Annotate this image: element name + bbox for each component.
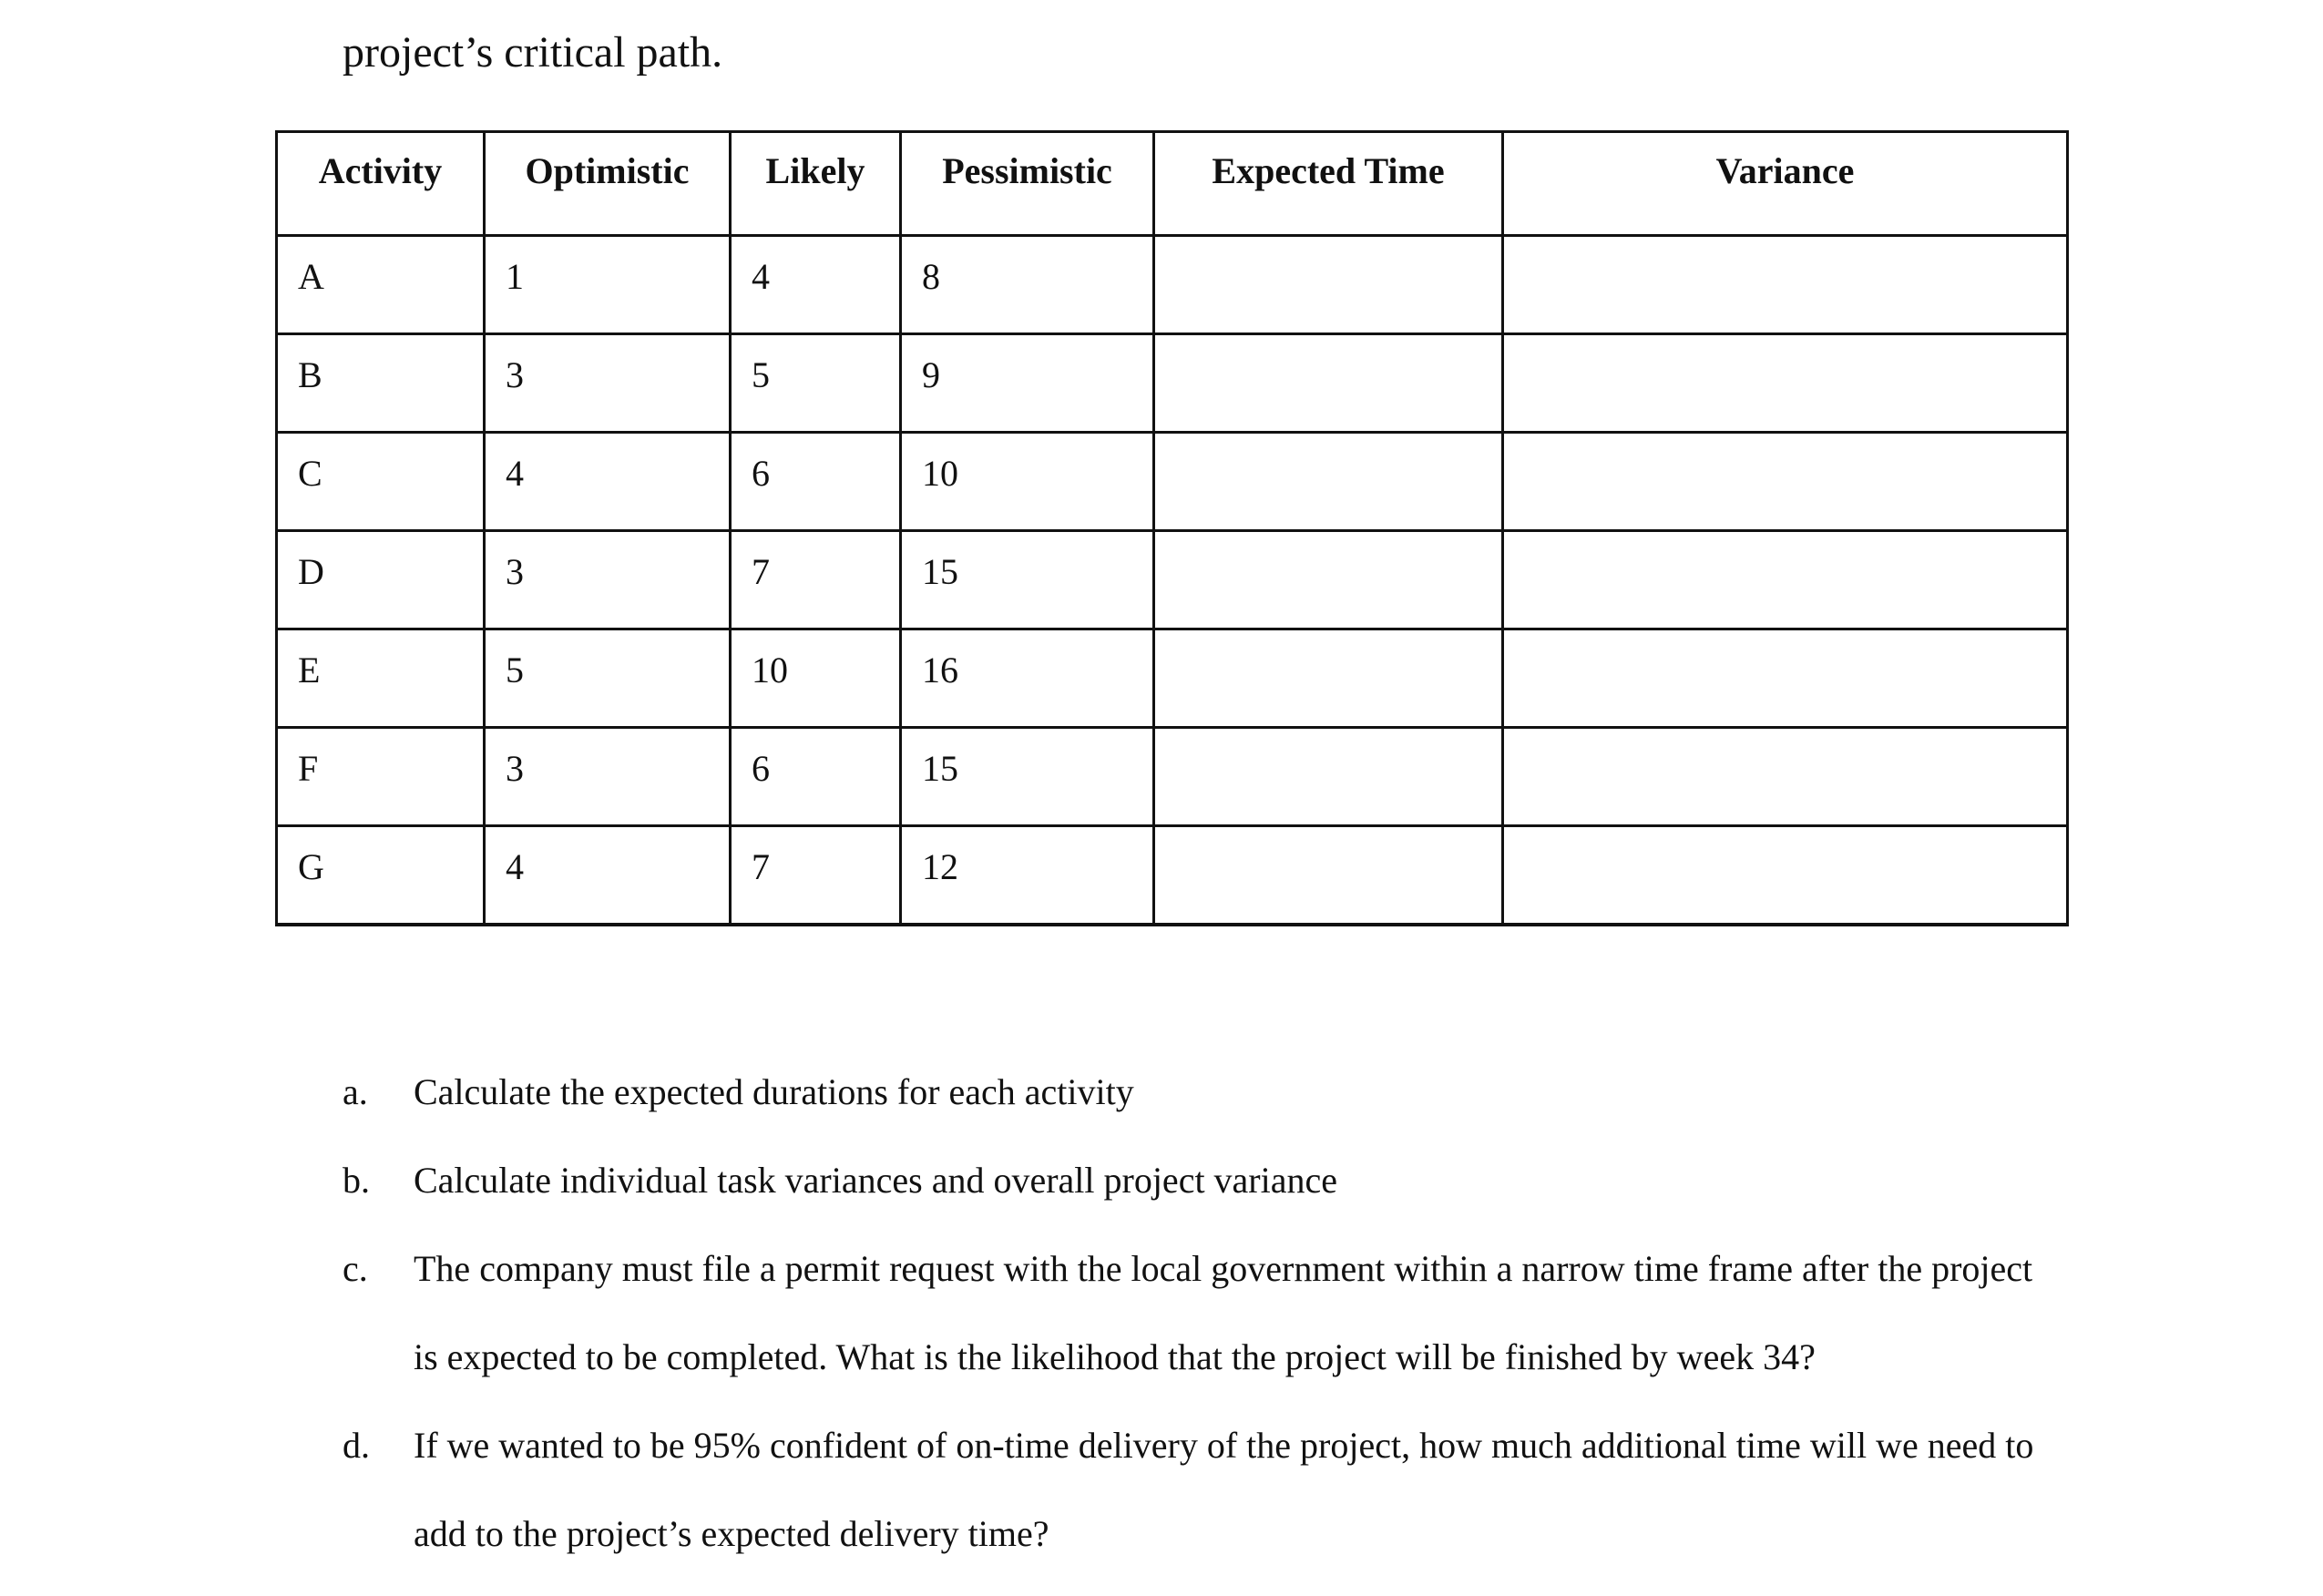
pessimistic-cell: 8 [901, 236, 1154, 334]
activity-cell: E [277, 629, 485, 728]
activity-cell: G [277, 826, 485, 925]
question-a [343, 1048, 2055, 1136]
question-d [343, 1401, 2055, 1578]
expected-time-cell[interactable] [1154, 629, 1503, 728]
variance-cell[interactable] [1503, 433, 2068, 531]
optimistic-cell: 3 [485, 334, 731, 433]
optimistic-cell: 4 [485, 433, 731, 531]
table-row [277, 629, 2068, 728]
activity-cell: B [277, 334, 485, 433]
question-text: Calculate individual task variances and overall project variance [414, 1160, 1338, 1201]
likely-cell: 4 [731, 236, 901, 334]
intro-text: project’s critical path. [343, 28, 723, 77]
likely-cell: 6 [731, 728, 901, 826]
header-activity: Activity [277, 132, 485, 236]
variance-cell[interactable] [1503, 334, 2068, 433]
table-row [277, 433, 2068, 531]
header-variance: Variance [1503, 132, 2068, 236]
variance-cell[interactable] [1503, 728, 2068, 826]
variance-cell[interactable] [1503, 531, 2068, 629]
header-likely: Likely [731, 132, 901, 236]
likely-cell: 6 [731, 433, 901, 531]
optimistic-cell: 1 [485, 236, 731, 334]
likely-cell: 5 [731, 334, 901, 433]
table-row [277, 826, 2068, 925]
likely-cell: 10 [731, 629, 901, 728]
question-letter: b. [343, 1160, 370, 1201]
activity-cell: F [277, 728, 485, 826]
question-text: Calculate the expected durations for each activity [414, 1071, 1134, 1112]
pessimistic-cell: 16 [901, 629, 1154, 728]
activity-cell: C [277, 433, 485, 531]
likely-cell: 7 [731, 826, 901, 925]
pessimistic-cell: 15 [901, 531, 1154, 629]
variance-cell[interactable] [1503, 629, 2068, 728]
table-row [277, 728, 2068, 826]
header-expected-time: Expected Time [1154, 132, 1503, 236]
expected-time-cell[interactable] [1154, 531, 1503, 629]
activity-cell: A [277, 236, 485, 334]
question-text: If we wanted to be 95% confident of on-time delivery of the project, how much additional time will we need to add to the project’s expected delivery time? [414, 1425, 2034, 1554]
expected-time-cell[interactable] [1154, 433, 1503, 531]
expected-time-cell[interactable] [1154, 728, 1503, 826]
table-row [277, 531, 2068, 629]
optimistic-cell: 4 [485, 826, 731, 925]
question-b [343, 1136, 2055, 1224]
optimistic-cell: 5 [485, 629, 731, 728]
variance-cell[interactable] [1503, 826, 2068, 925]
likely-cell: 7 [731, 531, 901, 629]
activity-cell: D [277, 531, 485, 629]
question-text: The company must file a permit request with the local government within a narrow time frame after the project is expected to be completed. What is the likelihood that the project will be finished by week 34? [414, 1248, 2033, 1377]
header-optimistic: Optimistic [485, 132, 731, 236]
pert-estimate-table [275, 130, 2069, 926]
pessimistic-cell: 10 [901, 433, 1154, 531]
optimistic-cell: 3 [485, 728, 731, 826]
expected-time-cell[interactable] [1154, 334, 1503, 433]
optimistic-cell: 3 [485, 531, 731, 629]
question-list [343, 1048, 2055, 1578]
table-header-row [277, 132, 2068, 236]
pessimistic-cell: 9 [901, 334, 1154, 433]
pessimistic-cell: 15 [901, 728, 1154, 826]
question-letter: d. [343, 1425, 370, 1466]
table-row [277, 334, 2068, 433]
expected-time-cell[interactable] [1154, 236, 1503, 334]
pessimistic-cell: 12 [901, 826, 1154, 925]
variance-cell[interactable] [1503, 236, 2068, 334]
header-pessimistic: Pessimistic [901, 132, 1154, 236]
question-letter: a. [343, 1071, 368, 1112]
expected-time-cell[interactable] [1154, 826, 1503, 925]
question-c [343, 1224, 2055, 1401]
table-row [277, 236, 2068, 334]
question-letter: c. [343, 1248, 368, 1289]
